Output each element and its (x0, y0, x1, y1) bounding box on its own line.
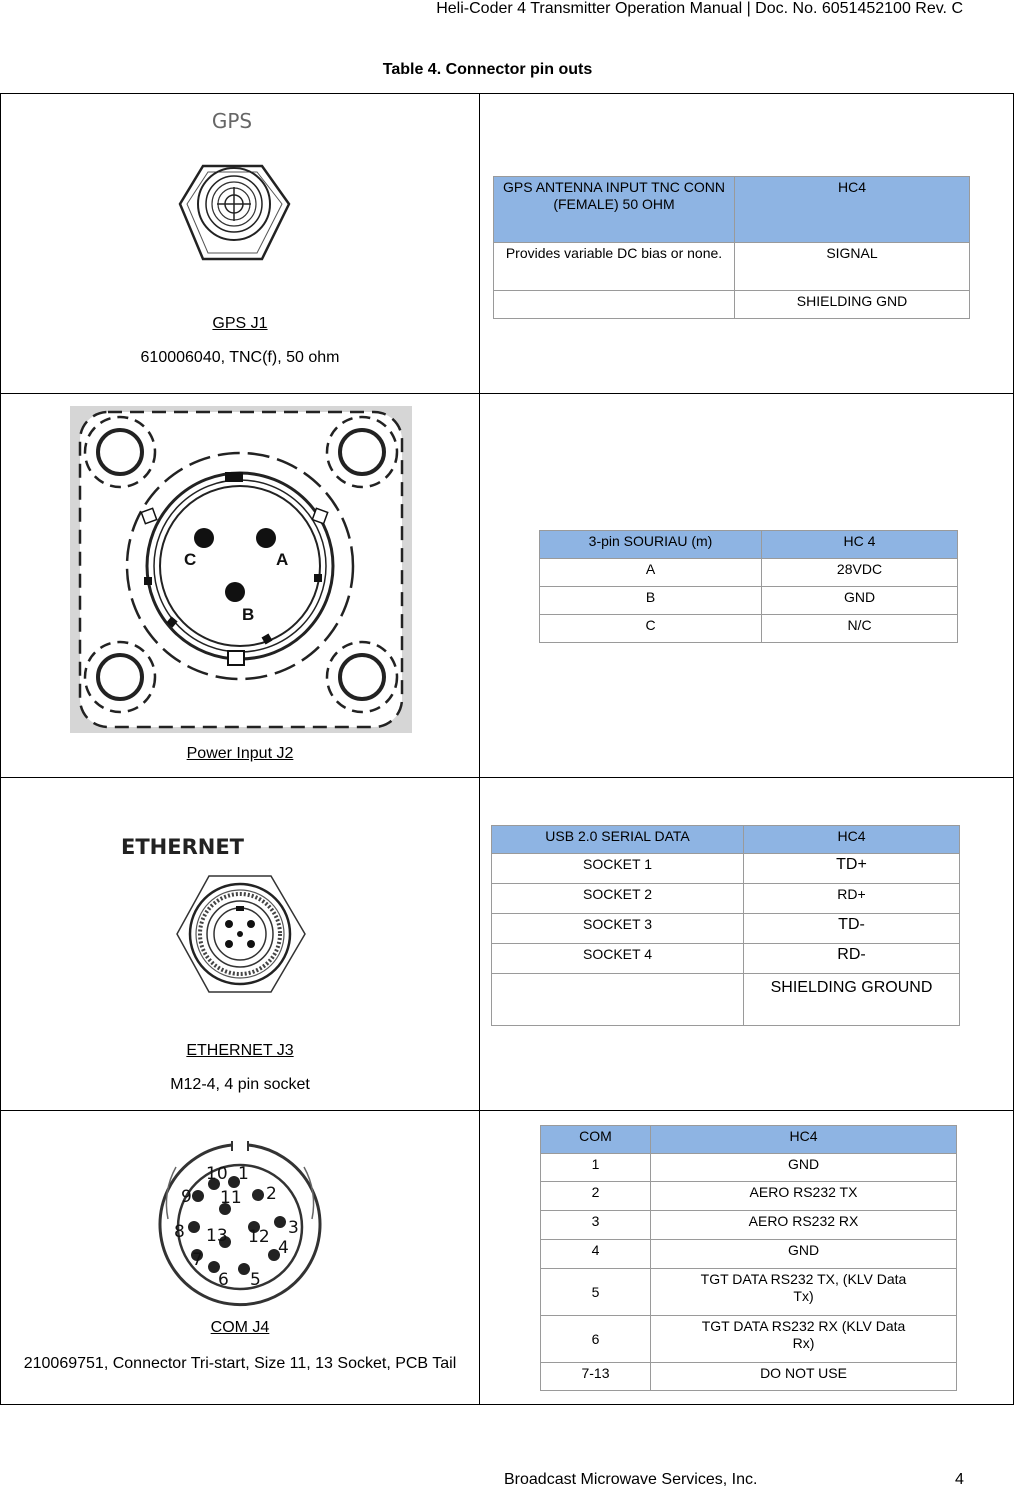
com-pin-cell-a: 2 (541, 1182, 651, 1211)
com-pin-cell-b: DO NOT USE (651, 1363, 957, 1391)
power-pin-cell-b: N/C (762, 615, 958, 643)
table-caption: Table 4. Connector pin outs (382, 61, 593, 78)
gps-figure-label: GPS (211, 109, 253, 133)
com-pin-cell-a: 5 (541, 1269, 651, 1316)
table-row (540, 559, 958, 587)
table-row (540, 615, 958, 643)
com-pin-cell-a: 4 (541, 1240, 651, 1269)
com-pin-label: 2 (266, 1184, 277, 1204)
com-pin-label: 7 (192, 1250, 203, 1270)
ethernet-pin-cell (480, 778, 1014, 1111)
ethernet-connector-name: ETHERNET J3 (186, 1042, 294, 1059)
gps-figure-cell (1, 94, 480, 394)
page-number: 4 (955, 1471, 964, 1488)
table-row (541, 1211, 957, 1240)
power-pin-label-a: A (276, 550, 289, 569)
com-pin-cell-b: AERO RS232 RX (651, 1211, 957, 1240)
ethernet-pin-header-col1: USB 2.0 SERIAL DATA (492, 826, 744, 854)
com-pin-label: 4 (278, 1238, 289, 1258)
ethernet-pin-table (491, 825, 960, 1026)
ethernet-pin-cell-a (492, 974, 744, 1026)
gps-pin-cell-a (494, 291, 735, 319)
table-row (492, 914, 960, 944)
com-pin-label: 10 (206, 1164, 228, 1184)
ethernet-figure-cell (1, 778, 480, 1111)
ethernet-pin-cell-b: TD+ (744, 854, 960, 884)
power-pin-cell-a: C (540, 615, 762, 643)
table-row (541, 1363, 957, 1391)
com-pin-header-col2: HC4 (651, 1126, 957, 1154)
com-pin-header-col1: COM (541, 1126, 651, 1154)
power-pin-header (540, 531, 958, 559)
table-row (492, 854, 960, 884)
com-pin-label: 6 (218, 1270, 229, 1290)
ethernet-connector-figure (119, 830, 319, 1005)
ethernet-pin-cell-b: TD- (744, 914, 960, 944)
power-pin-label-b: B (242, 605, 255, 624)
power-pin-cell-a: A (540, 559, 762, 587)
com-pin-cell-b: AERO RS232 TX (651, 1182, 957, 1211)
com-pin-table (540, 1125, 957, 1391)
com-connector-name: COM J4 (210, 1319, 270, 1336)
power-row (1, 394, 1014, 778)
com-pin-label: 3 (288, 1218, 299, 1238)
power-connector-name: Power Input J2 (186, 745, 294, 762)
com-pin-label: 13 (206, 1226, 228, 1246)
ethernet-pin-cell-b: SHIELDING GROUND (744, 974, 960, 1026)
com-pin-label: 5 (250, 1270, 261, 1290)
gps-pin-cell-b: SHIELDING GND (735, 291, 970, 319)
com-connector-desc: 210069751, Connector Tri-start, Size 11, 13 Socket, PCB Tail (23, 1355, 457, 1372)
com-pin-cell-a: 3 (541, 1211, 651, 1240)
power-pin-table (539, 530, 958, 643)
com-pin-cell-b: GND (651, 1240, 957, 1269)
ethernet-pin-cell-a: SOCKET 1 (492, 854, 744, 884)
com-pin-cell-b: GND (651, 1154, 957, 1182)
ethernet-connector-desc: M12-4, 4 pin socket (170, 1076, 310, 1093)
table-row (540, 587, 958, 615)
com-pin-cell-a: 6 (541, 1316, 651, 1363)
power-pin-header-col1: 3-pin SOURIAU (m) (540, 531, 762, 559)
gps-pin-header (494, 177, 970, 243)
running-header: Heli-Coder 4 Transmitter Operation Manual | Doc. No. 6051452100 Rev. C (436, 0, 963, 17)
ethernet-pin-cell-b: RD- (744, 944, 960, 974)
power-pin-cell (480, 394, 1014, 778)
ethernet-pin-cell-a: SOCKET 2 (492, 884, 744, 914)
power-pin-cell-b: 28VDC (762, 559, 958, 587)
table-row (541, 1316, 957, 1363)
gps-connector-desc: 610006040, TNC(f), 50 ohm (140, 349, 340, 366)
ethernet-pin-cell-b: RD+ (744, 884, 960, 914)
power-figure-cell (1, 394, 480, 778)
table-row (492, 884, 960, 914)
table-row (494, 243, 970, 291)
com-pin-cell-b: TGT DATA RS232 TX, (KLV Data Tx) (651, 1269, 957, 1316)
power-pin-label-c: C (184, 550, 197, 569)
power-pin-cell-a: B (540, 587, 762, 615)
com-pin-label: 11 (220, 1188, 242, 1208)
table-row (494, 291, 970, 319)
power-connector-figure (70, 406, 412, 733)
table-row (541, 1269, 957, 1316)
com-pin-cell-a: 7-13 (541, 1363, 651, 1391)
com-pin-label: 8 (174, 1222, 185, 1242)
power-pin-cell-b: GND (762, 587, 958, 615)
gps-pin-cell-b: SIGNAL (735, 243, 970, 291)
gps-pin-cell (480, 94, 1014, 394)
ethernet-figure-label: ETHERNET (121, 835, 245, 859)
table-row (492, 974, 960, 1026)
table-row (541, 1154, 957, 1182)
com-pin-cell-a: 1 (541, 1154, 651, 1182)
table-row (541, 1182, 957, 1211)
ethernet-pin-cell-a: SOCKET 4 (492, 944, 744, 974)
ethernet-row (1, 778, 1014, 1111)
com-pin-cell (480, 1111, 1014, 1405)
com-figure-cell (1, 1111, 480, 1405)
gps-pin-cell-a: Provides variable DC bias or none. (494, 243, 735, 291)
gps-pin-header-col1: GPS ANTENNA INPUT TNC CONN (FEMALE) 50 OHM (494, 177, 735, 243)
ethernet-pin-cell-a: SOCKET 3 (492, 914, 744, 944)
com-connector-figure (154, 1139, 326, 1311)
com-pin-label: 1 (238, 1164, 249, 1184)
com-row (1, 1111, 1014, 1405)
footer-company: Broadcast Microwave Services, Inc. (504, 1471, 758, 1488)
com-pin-label: 12 (248, 1227, 270, 1247)
gps-connector-figure (177, 106, 297, 266)
gps-pin-header-col2: HC4 (735, 177, 970, 243)
power-pin-header-col2: HC 4 (762, 531, 958, 559)
com-pin-header (541, 1126, 957, 1154)
com-pin-label: 9 (181, 1187, 192, 1207)
gps-row (1, 94, 1014, 394)
com-pin-cell-b: TGT DATA RS232 RX (KLV Data Rx) (651, 1316, 957, 1363)
gps-connector-name: GPS J1 (212, 315, 268, 332)
table-row (541, 1240, 957, 1269)
ethernet-pin-header-col2: HC4 (744, 826, 960, 854)
gps-pin-table (493, 176, 970, 319)
connector-table (0, 93, 1014, 1405)
table-row (492, 944, 960, 974)
ethernet-pin-header (492, 826, 960, 854)
